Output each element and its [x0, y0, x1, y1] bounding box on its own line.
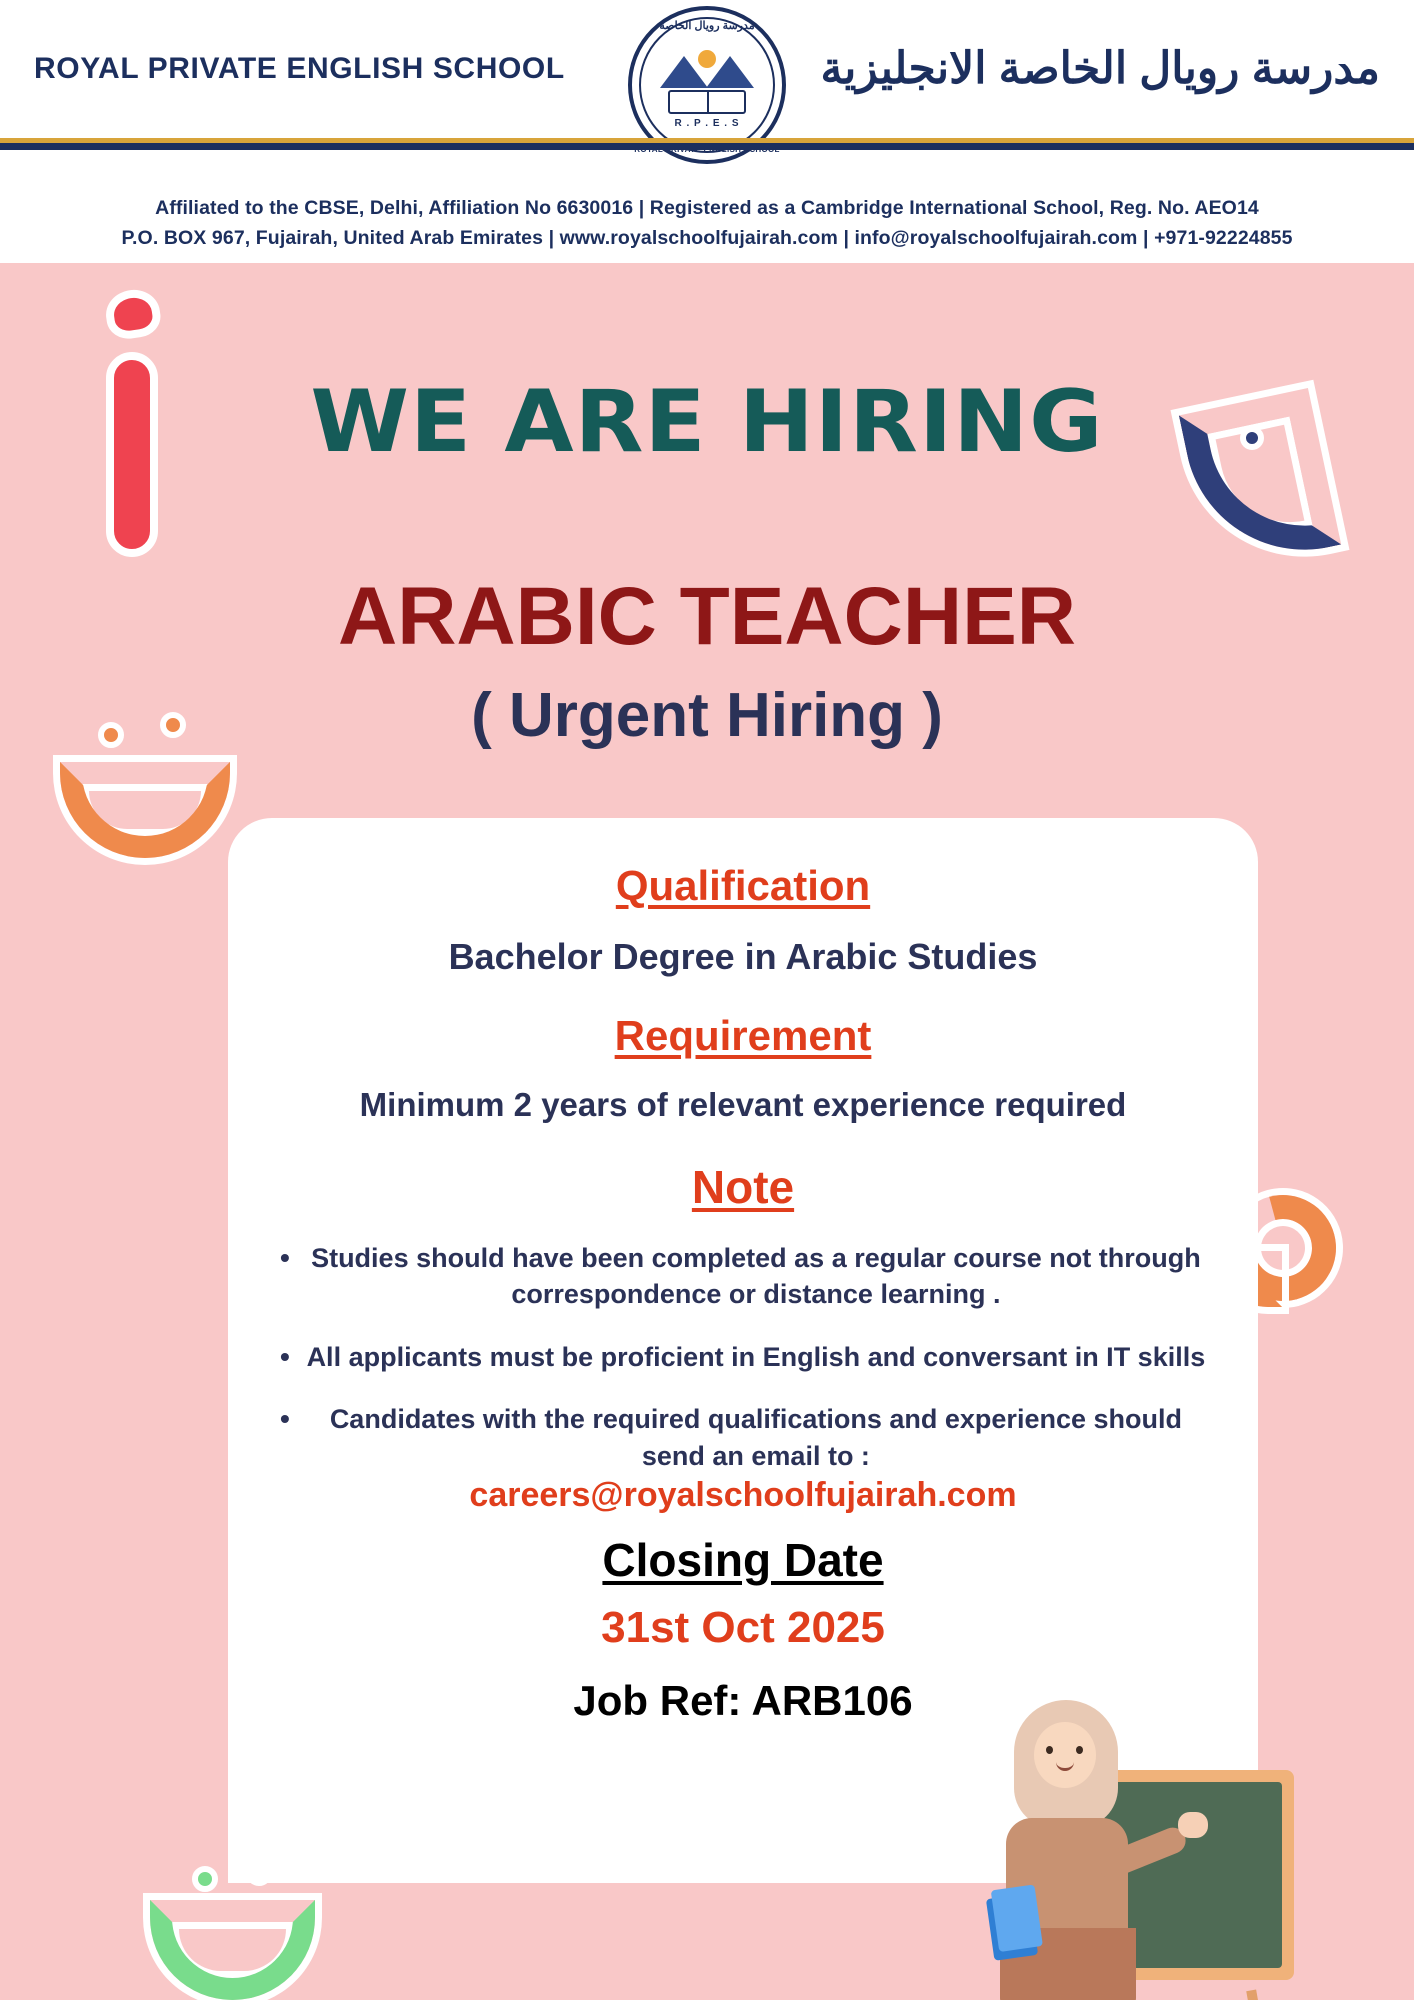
teacher-figure-icon	[984, 1700, 1154, 2000]
affiliation-line-1: Affiliated to the CBSE, Delhi, Affiliation No 6630016 | Registered as a Cambridge International School, Reg. No. AEO14	[155, 197, 1259, 219]
teacher-eye-right	[1076, 1746, 1083, 1754]
note-text-3: Candidates with the required qualifications and experience should send an email to :	[329, 1404, 1182, 1471]
arabic-letter-green-dot-1	[192, 1866, 218, 1892]
teacher-book-icon	[986, 1893, 1038, 1961]
bullet-icon: •	[280, 1242, 290, 1273]
navy-divider	[0, 143, 1414, 150]
school-name-arabic: مدرسة رويال الخاصة الانجليزية	[820, 44, 1380, 93]
details-card-content	[228, 818, 1258, 1725]
letterhead-header	[0, 0, 1414, 263]
list-item	[280, 1401, 1206, 1474]
bullet-icon: •	[280, 1403, 290, 1435]
header-top-row	[0, 0, 1414, 138]
logo-arabic-arc-text: مدرسة رويال الخاصة	[659, 20, 755, 32]
arabic-letter-red-dot	[103, 286, 163, 341]
affiliation-line-2: P.O. BOX 967, Fujairah, United Arab Emirates | www.royalschoolfujairah.com | info@royalschoolfujairah.com | +971-92224855	[121, 227, 1293, 250]
teacher-hand	[1178, 1812, 1208, 1838]
note-text-1: Studies should have been completed as a regular course not through correspondence or distance learning .	[311, 1243, 1201, 1310]
arabic-letter-green-bowl	[150, 1900, 315, 2000]
qualification-heading: Qualification	[615, 862, 871, 909]
job-role-title: ARABIC TEACHER	[338, 571, 1076, 662]
careers-email-link[interactable]: careers@royalschoolfujairah.com	[469, 1476, 1017, 1515]
teacher-illustration	[974, 1670, 1294, 2000]
logo-peak-left	[660, 56, 708, 88]
logo-initials: R . P . E . S	[674, 118, 740, 129]
list-item	[280, 1240, 1206, 1313]
teacher-face	[1034, 1722, 1096, 1788]
school-name-english: ROYAL PRIVATE ENGLISH SCHOOL	[34, 52, 565, 85]
list-item	[280, 1339, 1206, 1375]
urgency-subtitle: ( Urgent Hiring )	[471, 681, 943, 750]
closing-date-heading: Closing Date	[602, 1534, 884, 1587]
note-list	[280, 1240, 1206, 1474]
logo-peak-right	[706, 56, 754, 88]
arabic-letter-orange-bowl	[60, 762, 230, 858]
chalkboard-leg-right	[1246, 1989, 1263, 2000]
logo-book-icon	[668, 90, 746, 114]
closing-date-value: 31st Oct 2025	[601, 1603, 885, 1653]
headline-we-are-hiring: WE ARE HIRING	[310, 372, 1104, 472]
requirement-text: Minimum 2 years of relevant experience required	[359, 1086, 1127, 1123]
logo-mountain-sun-icon	[658, 48, 756, 88]
job-reference: Job Ref: ARB106	[573, 1677, 913, 1725]
requirement-heading: Requirement	[614, 1012, 872, 1059]
bullet-icon: •	[280, 1340, 290, 1372]
qualification-text: Bachelor Degree in Arabic Studies	[448, 936, 1038, 977]
affiliation-block	[0, 150, 1414, 253]
note-text-2: All applicants must be proficient in English and conversant in IT skills	[306, 1341, 1206, 1372]
teacher-eye-left	[1046, 1746, 1053, 1754]
note-heading: Note	[691, 1161, 795, 1213]
